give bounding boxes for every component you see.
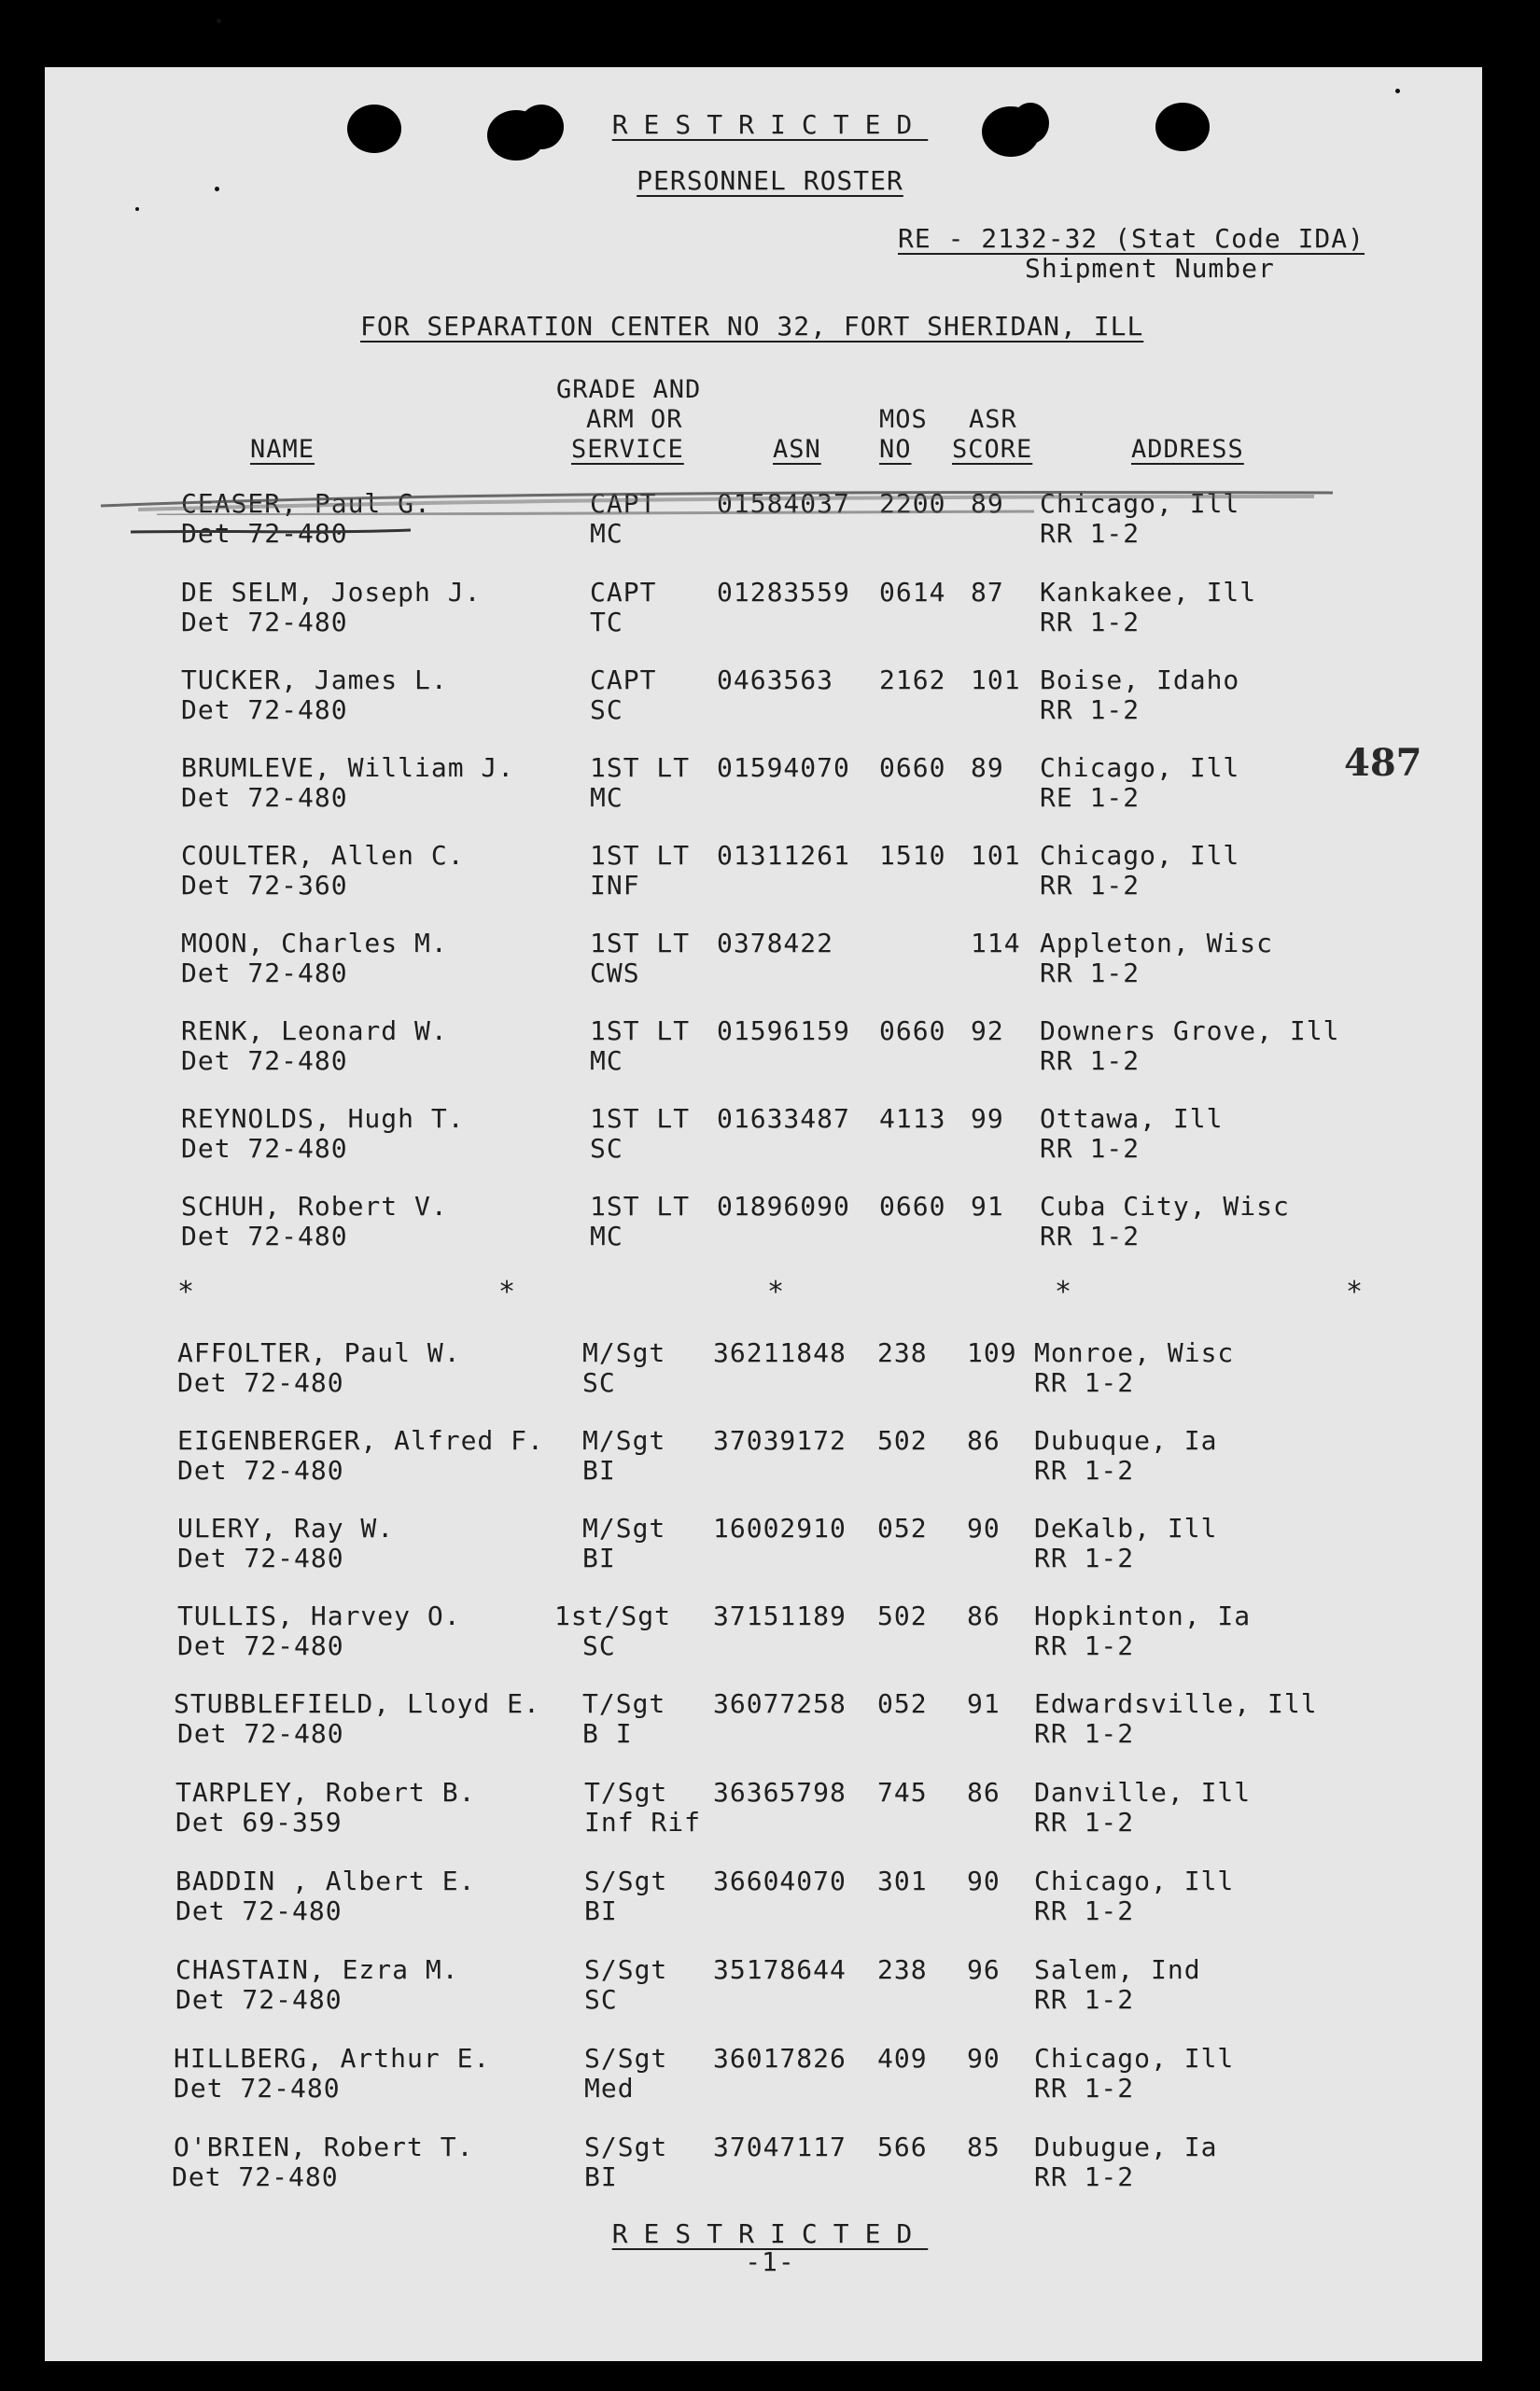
row-10-city: Monroe, Wisc <box>1034 1337 1235 1368</box>
row-10-score: 109 <box>967 1337 1017 1368</box>
row-4-city: Chicago, Ill <box>1040 752 1240 783</box>
row-7-grade: 1ST LT <box>590 1015 691 1046</box>
row-8-score: 99 <box>971 1103 1004 1134</box>
row-7-asn: 01596159 <box>717 1015 850 1046</box>
row-11-grade: M/Sgt <box>582 1425 666 1456</box>
row-12-asn: 16002910 <box>713 1513 847 1544</box>
row-16-mos: 301 <box>877 1866 928 1896</box>
row-15-city: Danville, Ill <box>1034 1777 1252 1808</box>
row-18-arm: Med <box>584 2073 635 2104</box>
row-8-asn: 01633487 <box>717 1103 850 1134</box>
row-19-arm: BI <box>584 2161 618 2192</box>
row-9-mos: 0660 <box>879 1191 946 1222</box>
row-15-mos: 745 <box>877 1777 928 1808</box>
row-1-det: Det 72-480 <box>181 518 348 549</box>
row-13-city: Hopkinton, Ia <box>1034 1601 1252 1631</box>
row-13-det: Det 72-480 <box>177 1630 344 1661</box>
row-17-asn: 35178644 <box>713 1954 847 1985</box>
classification-bottom-text: RESTRICTED <box>611 2218 929 2249</box>
row-9-score: 91 <box>971 1191 1004 1222</box>
divider-star: * <box>498 1276 516 1308</box>
row-12-mos: 052 <box>877 1513 928 1544</box>
col-grade-line1: GRADE AND <box>556 375 702 404</box>
row-9-city: Cuba City, Wisc <box>1040 1191 1290 1222</box>
col-grade-line3 <box>571 435 684 465</box>
row-18-asn: 36017826 <box>713 2043 847 2074</box>
col-name <box>250 435 315 465</box>
row-1-rr: RR 1-2 <box>1040 518 1141 549</box>
col-name-text: NAME <box>250 435 315 464</box>
row-15-asn: 36365798 <box>713 1777 847 1808</box>
row-11-arm: BI <box>582 1455 616 1486</box>
row-4-mos: 0660 <box>879 752 946 783</box>
row-12-grade: M/Sgt <box>582 1513 666 1544</box>
row-8-arm: SC <box>590 1133 623 1164</box>
row-9-name: SCHUH, Robert V. <box>181 1191 448 1222</box>
row-12-score: 90 <box>967 1513 1001 1544</box>
row-13-arm: SC <box>582 1630 616 1661</box>
row-1-mos: 2200 <box>879 488 946 519</box>
row-13-rr: RR 1-2 <box>1034 1630 1135 1661</box>
page-number: -1- <box>745 2246 795 2277</box>
row-3-asn: 0463563 <box>717 664 834 695</box>
col-grade-line3-text: SERVICE <box>571 435 684 464</box>
col-asn <box>773 435 821 465</box>
row-1-score: 89 <box>971 488 1004 519</box>
row-15-grade: T/Sgt <box>584 1777 668 1808</box>
col-mos-line2-text: NO <box>879 435 912 464</box>
row-16-asn: 36604070 <box>713 1866 847 1896</box>
row-5-name: COULTER, Allen C. <box>181 840 465 871</box>
row-5-score: 101 <box>971 840 1021 871</box>
row-7-arm: MC <box>590 1045 623 1076</box>
row-3-city: Boise, Idaho <box>1040 664 1240 695</box>
row-7-city: Downers Grove, Ill <box>1040 1015 1340 1046</box>
col-grade-line2: ARM OR <box>586 405 683 434</box>
col-asn-text: ASN <box>773 435 821 464</box>
col-asr-line2 <box>952 435 1032 465</box>
row-19-name: O'BRIEN, Robert T. <box>174 2132 474 2162</box>
divider-star: * <box>767 1276 785 1308</box>
row-11-det: Det 72-480 <box>177 1455 344 1486</box>
row-17-mos: 238 <box>877 1954 928 1985</box>
row-10-asn: 36211848 <box>713 1337 847 1368</box>
strike-through-det-line <box>131 519 411 547</box>
row-2-name: DE SELM, Joseph J. <box>181 577 482 608</box>
row-16-det: Det 72-480 <box>175 1895 343 1926</box>
col-mos-line1: MOS <box>879 405 928 434</box>
row-2-city: Kankakee, Ill <box>1040 577 1257 608</box>
row-12-rr: RR 1-2 <box>1034 1543 1135 1573</box>
shipment-label: Shipment Number <box>1025 253 1275 284</box>
row-1-city: Chicago, Ill <box>1040 488 1240 519</box>
row-18-city: Chicago, Ill <box>1034 2043 1235 2074</box>
row-15-det: Det 69-359 <box>175 1807 343 1838</box>
row-17-score: 96 <box>967 1954 1001 1985</box>
page-mark-487: 487 <box>1344 741 1422 785</box>
row-11-rr: RR 1-2 <box>1034 1455 1135 1486</box>
row-8-rr: RR 1-2 <box>1040 1133 1141 1164</box>
row-14-arm: B I <box>582 1718 633 1749</box>
row-6-score: 114 <box>971 928 1021 958</box>
row-14-city: Edwardsville, Ill <box>1034 1688 1318 1719</box>
row-10-det: Det 72-480 <box>177 1367 344 1398</box>
row-16-rr: RR 1-2 <box>1034 1895 1135 1926</box>
row-18-mos: 409 <box>877 2043 928 2074</box>
row-2-grade: CAPT <box>590 577 657 608</box>
row-9-det: Det 72-480 <box>181 1221 348 1251</box>
row-1-name: CEASER, Paul G. <box>181 488 431 519</box>
row-14-grade: T/Sgt <box>582 1688 666 1719</box>
row-17-arm: SC <box>584 1984 618 2015</box>
row-16-arm: BI <box>584 1895 618 1926</box>
row-9-grade: 1ST LT <box>590 1191 691 1222</box>
row-9-rr: RR 1-2 <box>1040 1221 1141 1251</box>
col-address-text: ADDRESS <box>1131 435 1244 464</box>
row-16-name: BADDIN , Albert E. <box>175 1866 476 1896</box>
row-7-det: Det 72-480 <box>181 1045 348 1076</box>
row-18-name: HILLBERG, Arthur E. <box>174 2043 491 2074</box>
speck <box>135 207 139 211</box>
col-address <box>1131 435 1244 465</box>
col-mos-line2 <box>879 435 912 465</box>
row-19-rr: RR 1-2 <box>1034 2161 1135 2192</box>
row-10-rr: RR 1-2 <box>1034 1367 1135 1398</box>
row-6-det: Det 72-480 <box>181 958 348 988</box>
row-13-mos: 502 <box>877 1601 928 1631</box>
row-14-det: Det 72-480 <box>177 1718 344 1749</box>
row-17-name: CHASTAIN, Ezra M. <box>175 1954 459 1985</box>
roster-title <box>0 166 1540 196</box>
shipment-reference <box>898 224 1365 254</box>
row-14-rr: RR 1-2 <box>1034 1718 1135 1749</box>
row-17-grade: S/Sgt <box>584 1954 668 1985</box>
row-2-det: Det 72-480 <box>181 607 348 637</box>
row-1-asn: 01584037 <box>717 488 850 519</box>
row-8-city: Ottawa, Ill <box>1040 1103 1224 1134</box>
row-19-grade: S/Sgt <box>584 2132 668 2162</box>
row-6-grade: 1ST LT <box>590 928 691 958</box>
row-11-city: Dubuque, Ia <box>1034 1425 1218 1456</box>
row-2-rr: RR 1-2 <box>1040 607 1141 637</box>
col-asr-line2-text: SCORE <box>952 435 1033 464</box>
row-17-det: Det 72-480 <box>175 1984 343 2015</box>
row-6-city: Appleton, Wisc <box>1040 928 1274 958</box>
row-5-grade: 1ST LT <box>590 840 691 871</box>
row-12-name: ULERY, Ray W. <box>177 1513 395 1544</box>
row-12-city: DeKalb, Ill <box>1034 1513 1218 1544</box>
row-19-score: 85 <box>967 2132 1001 2162</box>
row-2-arm: TC <box>590 607 623 637</box>
strike-through-scribble <box>101 487 1333 515</box>
row-10-name: AFFOLTER, Paul W. <box>177 1337 461 1368</box>
row-17-rr: RR 1-2 <box>1034 1984 1135 2015</box>
row-4-name: BRUMLEVE, William J. <box>181 752 515 783</box>
row-2-asn: 01283559 <box>717 577 850 608</box>
row-17-city: Salem, Ind <box>1034 1954 1201 1985</box>
row-4-det: Det 72-480 <box>181 782 348 813</box>
row-14-asn: 36077258 <box>713 1688 847 1719</box>
row-10-mos: 238 <box>877 1337 928 1368</box>
destination-text: FOR SEPARATION CENTER NO 32, FORT SHERIDAN, ILL <box>360 311 1144 342</box>
row-5-arm: INF <box>590 870 640 901</box>
row-8-name: REYNOLDS, Hugh T. <box>181 1103 465 1134</box>
row-6-asn: 0378422 <box>717 928 834 958</box>
row-19-mos: 566 <box>877 2132 928 2162</box>
row-13-name: TULLIS, Harvey O. <box>177 1601 461 1631</box>
row-2-mos: 0614 <box>879 577 946 608</box>
row-15-arm: Inf Rif <box>584 1807 702 1838</box>
divider-star: * <box>1346 1276 1364 1308</box>
row-8-grade: 1ST LT <box>590 1103 691 1134</box>
row-3-grade: CAPT <box>590 664 657 695</box>
classification-bottom <box>0 2219 1540 2249</box>
row-2-score: 87 <box>971 577 1004 608</box>
row-4-asn: 01594070 <box>717 752 850 783</box>
row-5-city: Chicago, Ill <box>1040 840 1240 871</box>
row-18-score: 90 <box>967 2043 1001 2074</box>
row-18-rr: RR 1-2 <box>1034 2073 1135 2104</box>
row-3-name: TUCKER, James L. <box>181 664 448 695</box>
row-7-score: 92 <box>971 1015 1004 1046</box>
row-4-rr: RE 1-2 <box>1040 782 1141 813</box>
row-3-score: 101 <box>971 664 1021 695</box>
row-15-name: TARPLEY, Robert B. <box>175 1777 476 1808</box>
row-3-arm: SC <box>590 694 623 725</box>
row-13-grade: 1st/Sgt <box>554 1601 672 1631</box>
row-4-arm: MC <box>590 782 623 813</box>
row-12-arm: BI <box>582 1543 616 1573</box>
shipment-reference-text: RE - 2132-32 (Stat Code IDA) <box>898 223 1365 254</box>
row-6-arm: CWS <box>590 958 640 988</box>
row-1-arm: MC <box>590 518 623 549</box>
row-4-score: 89 <box>971 752 1004 783</box>
row-15-score: 86 <box>967 1777 1001 1808</box>
row-1-grade: CAPT <box>590 488 657 519</box>
row-13-asn: 37151189 <box>713 1601 847 1631</box>
roster-title-text: PERSONNEL ROSTER <box>637 165 903 196</box>
divider-star: * <box>177 1276 195 1308</box>
row-6-name: MOON, Charles M. <box>181 928 448 958</box>
row-10-grade: M/Sgt <box>582 1337 666 1368</box>
row-19-asn: 37047117 <box>713 2132 847 2162</box>
row-11-name: EIGENBERGER, Alfred F. <box>177 1425 544 1456</box>
row-3-rr: RR 1-2 <box>1040 694 1141 725</box>
row-3-det: Det 72-480 <box>181 694 348 725</box>
speck <box>1395 89 1400 93</box>
row-16-grade: S/Sgt <box>584 1866 668 1896</box>
row-3-mos: 2162 <box>879 664 946 695</box>
row-8-mos: 4113 <box>879 1103 946 1134</box>
speck <box>217 19 221 23</box>
row-14-score: 91 <box>967 1688 1001 1719</box>
classification-top <box>0 110 1540 140</box>
row-7-name: RENK, Leonard W. <box>181 1015 448 1046</box>
row-5-mos: 1510 <box>879 840 946 871</box>
row-5-rr: RR 1-2 <box>1040 870 1141 901</box>
row-12-det: Det 72-480 <box>177 1543 344 1573</box>
col-asr-line1: ASR <box>969 405 1017 434</box>
row-16-city: Chicago, Ill <box>1034 1866 1235 1896</box>
row-7-rr: RR 1-2 <box>1040 1045 1141 1076</box>
row-4-grade: 1ST LT <box>590 752 691 783</box>
row-11-asn: 37039172 <box>713 1425 847 1456</box>
classification-top-text: RESTRICTED <box>611 109 929 140</box>
row-5-det: Det 72-360 <box>181 870 348 901</box>
row-5-asn: 01311261 <box>717 840 850 871</box>
row-9-asn: 01896090 <box>717 1191 850 1222</box>
row-19-city: Dubugue, Ia <box>1034 2132 1218 2162</box>
row-11-score: 86 <box>967 1425 1001 1456</box>
row-14-name: STUBBLEFIELD, Lloyd E. <box>174 1688 540 1719</box>
row-15-rr: RR 1-2 <box>1034 1807 1135 1838</box>
row-11-mos: 502 <box>877 1425 928 1456</box>
row-16-score: 90 <box>967 1866 1001 1896</box>
row-14-mos: 052 <box>877 1688 928 1719</box>
row-19-det: Det 72-480 <box>172 2161 339 2192</box>
destination-line <box>360 312 1143 342</box>
row-8-det: Det 72-480 <box>181 1133 348 1164</box>
row-6-rr: RR 1-2 <box>1040 958 1141 988</box>
row-7-mos: 0660 <box>879 1015 946 1046</box>
row-13-score: 86 <box>967 1601 1001 1631</box>
row-18-det: Det 72-480 <box>174 2073 341 2104</box>
row-10-arm: SC <box>582 1367 616 1398</box>
divider-star: * <box>1055 1276 1072 1308</box>
row-9-arm: MC <box>590 1221 623 1251</box>
row-18-grade: S/Sgt <box>584 2043 668 2074</box>
